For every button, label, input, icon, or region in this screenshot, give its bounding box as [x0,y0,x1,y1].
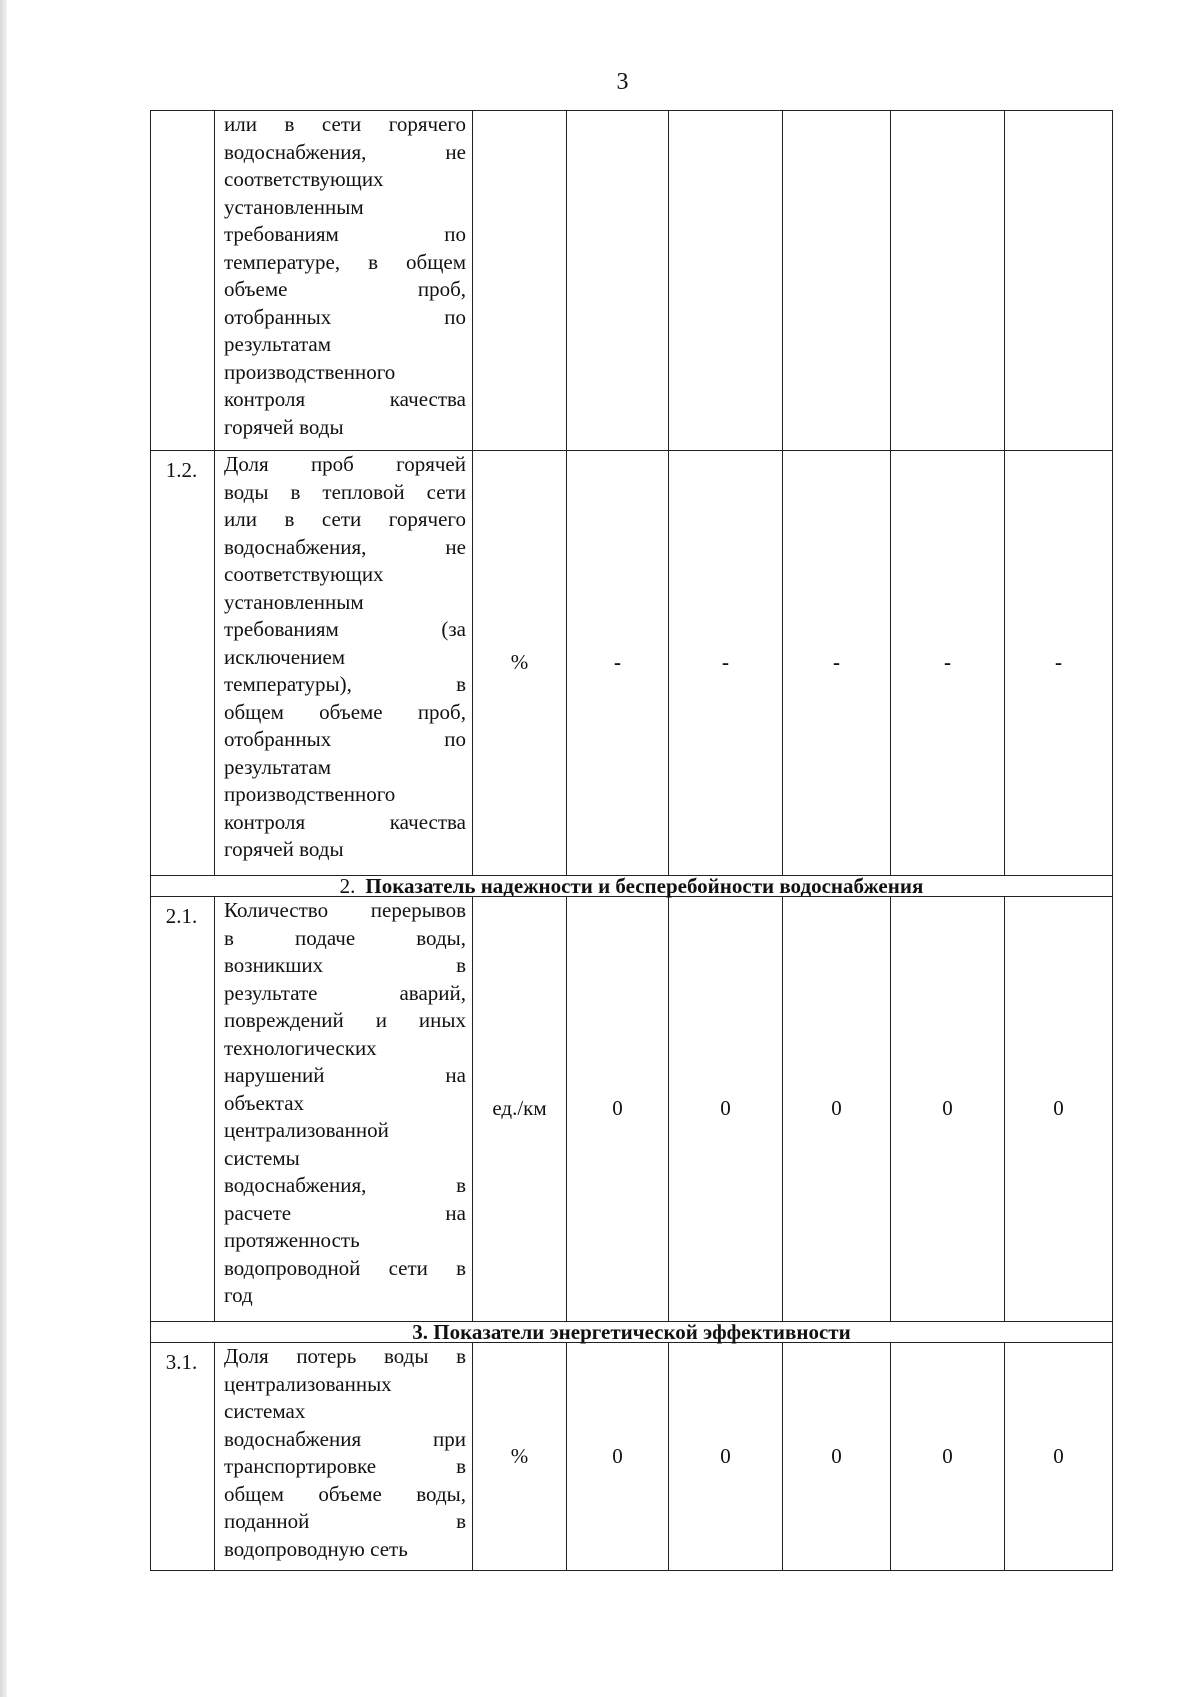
value-cell: 0 [783,897,891,1322]
indicator-description: или в сети горячего водоснабжения, не соответствующих установленным требованиям по температуре, в общем объеме проб, отобранных по результатам производственного контроля качества горячей воды [215,111,473,451]
unit-cell: % [473,1343,567,1571]
value-cell: 0 [567,897,669,1322]
table-row [151,111,1113,451]
value-cell: - [567,451,669,876]
row-number: 3.1. [151,1343,215,1571]
section-header [151,876,1113,897]
value-cell: - [891,451,1005,876]
value-cell: - [783,451,891,876]
section-header [151,1322,1113,1343]
unit-cell [473,111,567,451]
value-cell [1005,111,1113,451]
indicators-table [150,110,1113,1571]
value-cell: 0 [783,1343,891,1571]
section-number: 2. [339,874,356,898]
section-header-row [151,1322,1113,1343]
value-cell: 0 [1005,897,1113,1322]
section-title: 3. Показатели энергетической эффективности [412,1320,851,1344]
value-cell: 0 [669,897,783,1322]
section-title: Показатель надежности и бесперебойности водоснабжения [365,874,924,898]
value-cell [891,111,1005,451]
value-cell: 0 [567,1343,669,1571]
value-cell: 0 [891,1343,1005,1571]
row-number: 1.2. [151,451,215,876]
indicator-description: Количество перерывов в подаче воды, возникших в результате аварий, повреждений и иных технологических нарушений на объектах централизованной системы водоснабжения, в расчете на протяженность водопроводной сети в год [215,897,473,1322]
row-number [151,111,215,451]
value-cell: - [1005,451,1113,876]
indicator-description: Доля потерь воды в централизованных системах водоснабжения при транспортировке в общем объеме воды, поданной в водопроводную сеть [215,1343,473,1571]
value-cell: 0 [669,1343,783,1571]
row-number: 2.1. [151,897,215,1322]
value-cell: 0 [891,897,1005,1322]
value-cell [783,111,891,451]
value-cell [669,111,783,451]
page-edge-shadow [0,0,7,1697]
unit-cell: ед./км [473,897,567,1322]
value-cell [567,111,669,451]
page-number: 3 [616,69,629,95]
table-row [151,451,1113,876]
value-cell: - [669,451,783,876]
section-header-row [151,876,1113,897]
unit-cell: % [473,451,567,876]
table-row [151,897,1113,1322]
value-cell: 0 [1005,1343,1113,1571]
table-row [151,1343,1113,1571]
indicator-description: Доля проб горячей воды в тепловой сети или в сети горячего водоснабжения, не соответствующих установленным требованиям (за исключением температуры), в общем объеме проб, отобранных по результатам производственного контроля качества горячей воды [215,451,473,876]
